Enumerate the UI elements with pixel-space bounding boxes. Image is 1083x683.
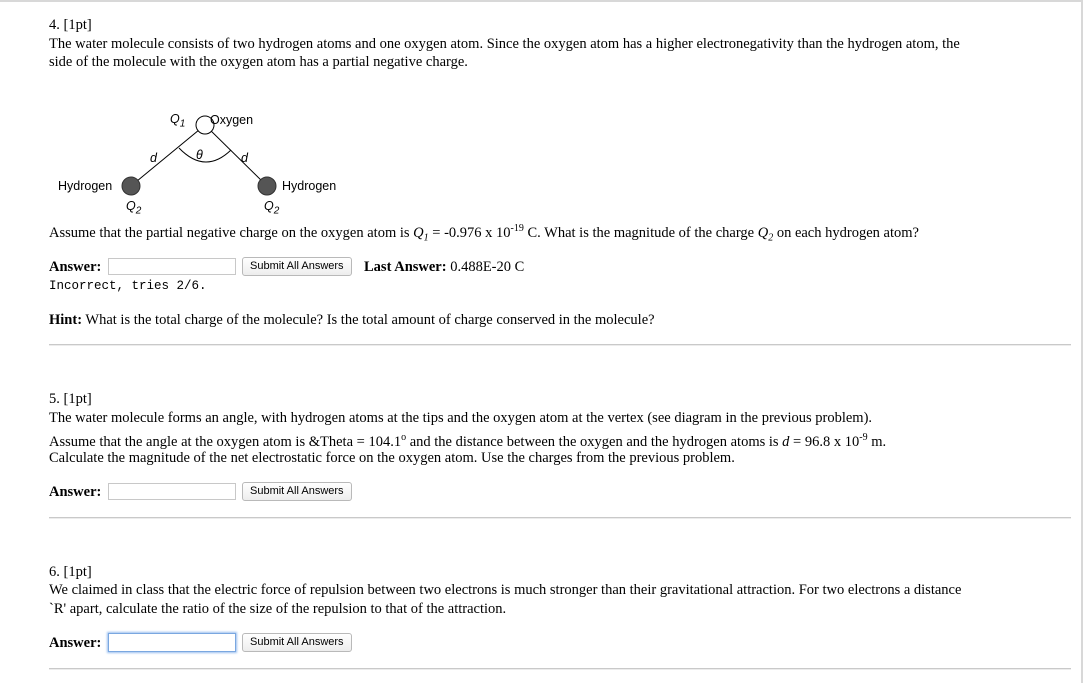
divider (49, 517, 1071, 518)
problem-4-status: Incorrect, tries 2/6. (49, 279, 207, 293)
problem-6-answer-label: Answer: (49, 635, 102, 651)
q1-diagram-label: $Q_1$ (170, 112, 186, 130)
problem-4-intro-line2: side of the molecule with the oxygen atom has a partial negative charge. (49, 54, 468, 70)
oxygen-label: Oxygen (210, 113, 254, 127)
problem-6-line1: We claimed in class that the electric force of repulsion between two electrons is much stronger than their gravitational attraction. For two electrons a distance (49, 582, 962, 598)
problem-5-submit-button[interactable]: Submit All Answers (242, 482, 352, 501)
problem-4-last-answer: Last Answer: 0.488E-20 C (364, 259, 525, 275)
problem-6-answer-input[interactable] (108, 633, 236, 652)
problem-5-line2: Assume that the angle at the oxygen atom is &Theta = $104.1^o$ and the distance between the oxygen and the hydrogen atoms is d = 96.8 x $10^{-9}$ m. (49, 432, 887, 450)
q2-left-label: $Q_2$ (126, 199, 142, 217)
problem-4-number: 4. [1pt] (49, 17, 92, 33)
theta-label: θ (196, 148, 203, 162)
left-bond-line (131, 125, 205, 186)
problem-5-number: 5. [1pt] (49, 391, 92, 407)
d-left-label: d (150, 151, 157, 165)
q2-right-label: $Q_2$ (264, 199, 280, 217)
divider (49, 668, 1071, 669)
problem-4-submit-button[interactable]: Submit All Answers (242, 257, 352, 276)
right-hydrogen-atom (258, 177, 276, 195)
theta-arc (179, 148, 231, 162)
problem-4-hint: Hint: What is the total charge of the molecule? Is the total amount of charge conserved in the molecule? (49, 312, 655, 328)
problem-5-line3: Calculate the magnitude of the net electrostatic force on the oxygen atom. Use the charges from the previous problem. (49, 450, 735, 466)
problem-5-answer-label: Answer: (49, 484, 102, 500)
hydrogen-right-label: Hydrogen (282, 179, 337, 193)
left-hydrogen-atom (122, 177, 140, 195)
problem-5-answer-input[interactable] (108, 483, 236, 500)
divider (49, 344, 1071, 345)
problem-4-question: Assume that the partial negative charge on the oxygen atom is $Q_1 = -0.976$ x $10^{-19}$ C. What is the magnitude of the charge $Q_2$ on each hydrogen atom? (49, 223, 919, 244)
problem-4-answer-input[interactable] (108, 258, 236, 275)
problem-6-submit-button[interactable]: Submit All Answers (242, 633, 352, 652)
problem-5-line1: The water molecule forms an angle, with hydrogen atoms at the tips and the oxygen atom at the vertex (see diagram in the previous problem). (49, 410, 873, 426)
window-top-border (0, 0, 1083, 2)
d-right-label: d (241, 151, 248, 165)
problem-4-answer-label: Answer: (49, 259, 102, 275)
problem-6-number: 6. [1pt] (49, 564, 92, 580)
problem-6-line2: `R' apart, calculate the ratio of the size of the repulsion to that of the attraction. (49, 601, 507, 617)
hydrogen-left-label: Hydrogen (58, 179, 113, 193)
right-bond-line (205, 125, 267, 186)
problem-4-intro-line1: The water molecule consists of two hydrogen atoms and one oxygen atom. Since the oxygen atom has a higher electronegativity than the hydrogen atom, the (49, 36, 960, 52)
